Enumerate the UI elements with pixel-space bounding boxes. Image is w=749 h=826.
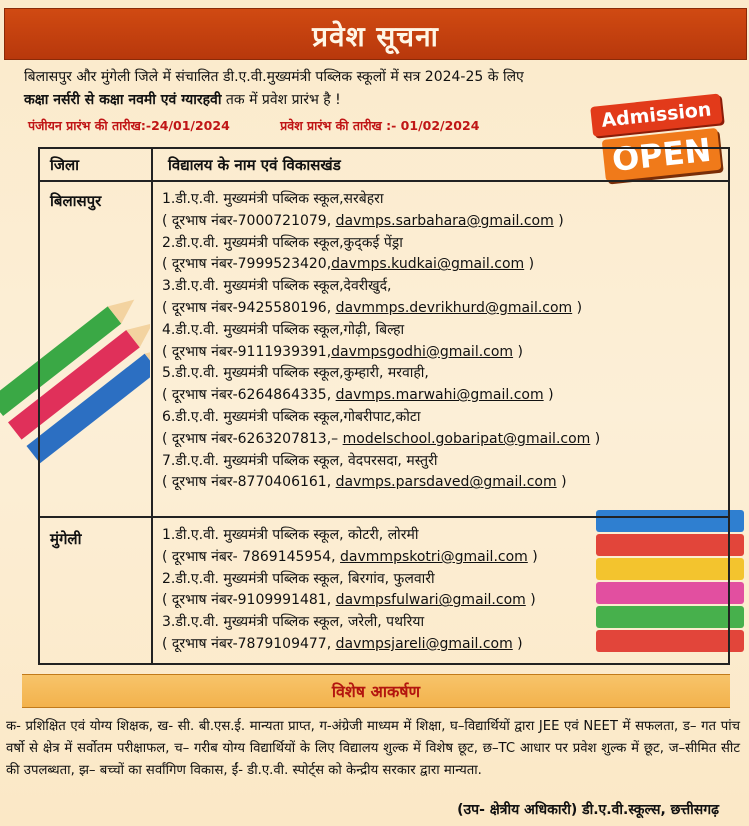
school-name: 3.डी.ए.वी. मुख्यमंत्री पब्लिक स्कूल,देवरीखुर्द,: [162, 278, 392, 295]
school-contact: [162, 429, 600, 451]
intro-classes: कक्षा नर्सरी से कक्षा नवमी एवं ग्यारहवी: [24, 92, 222, 108]
school-name: 6.डी.ए.वी. मुख्यमंत्री पब्लिक स्कूल,गोबरीपाट,कोटा: [162, 408, 421, 425]
school-contact: [162, 211, 600, 233]
column-divider: [151, 149, 153, 663]
school-contact-close: ): [512, 635, 523, 652]
school-phone: ( दूरभाष नंबर-6264864335,: [162, 387, 336, 404]
school-name: 1.डी.ए.वी. मुख्यमंत्री पब्लिक स्कूल,सरबेहरा: [162, 191, 384, 207]
school-contact-close: ): [556, 474, 567, 491]
school-phone: ( दूरभाष नंबर-7000721079,: [162, 212, 336, 229]
registration-date: पंजीयन प्रारंभ की तारीख:-24/01/2024: [28, 118, 230, 133]
dates-row: [28, 117, 618, 134]
header-district: जिला: [50, 156, 80, 174]
schools-table: [38, 147, 730, 665]
school-name: 2.डी.ए.वी. मुख्यमंत्री पब्लिक स्कूल,कुद्कई पेंड्रा: [162, 234, 403, 251]
attractions-banner: [22, 674, 730, 708]
school-email-link[interactable]: modelschool.gobaripat@gmail.com: [342, 430, 591, 447]
school-email-link[interactable]: davmpsfulwari@gmail.com: [335, 592, 526, 609]
header-schools: विद्यालय के नाम एवं विकासखंड: [168, 156, 341, 174]
intro-line-1: बिलासपुर और मुंगेली जिले में संचालित डी.ए.वी.मुख्यमंत्री पब्लिक स्कूलों में सत्र 2024-25 के लिए: [24, 69, 524, 85]
school-contact: [162, 590, 538, 612]
school-phone: ( दूरभाष नंबर-8770406161,: [162, 474, 336, 491]
page-title: प्रवेश सूचना: [312, 20, 439, 53]
school-phone: ( दूरभाष नंबर-9425580196,: [162, 299, 336, 316]
school-contact: [162, 254, 600, 276]
district-bilaspur: बिलासपुर: [50, 192, 102, 210]
school-email-link[interactable]: davmps.sarbahara@gmail.com: [335, 212, 554, 229]
school-name: 1.डी.ए.वी. मुख्यमंत्री पब्लिक स्कूल, कोटरी, लोरमी: [162, 527, 419, 543]
school-email-link[interactable]: davmpsgodhi@gmail.com: [331, 343, 514, 360]
school-phone: ( दूरभाष नंबर-6263207813,–: [162, 430, 343, 447]
row-divider: [40, 516, 728, 518]
school-email-link[interactable]: davmps.kudkai@gmail.com: [331, 256, 525, 273]
school-contact-close: ): [553, 212, 564, 229]
admission-date: प्रवेश प्रारंभ की तारीख :- 01/02/2024: [280, 118, 480, 133]
school-phone: ( दूरभाष नंबर-7999523420,: [162, 256, 332, 273]
attractions-text: क- प्रशिक्षित एवं योग्य शिक्षक, ख- सी. बी.एस.ई. मान्यता प्राप्त, ग-अंग्रेजी माध्यम में शिक्षा, घ–विद्यार्थियों द्वारा JEE एवं NEET में सफलता, ड– गत पांच वर्षो से क्षेत्र में सर्वोतम परीक्षाफल, च– गरीब योग्य विद्यार्थियों के लिए विद्यालय शुल्क में विशेष छूट, छ–TC आधार पर प्रवेश शुल्क में छूट, ज–सीमित सीट की उपलब्धता, झ– बच्चों का सर्वांगिण विकास, ईं- डी.ए.वी. स्पोर्ट्स को केन्द्रीय सरकार द्वारा मान्यता.: [6, 719, 740, 778]
school-email-link[interactable]: davmmps.devrikhurd@gmail.com: [335, 299, 573, 316]
district-mungeli: मुंगेली: [50, 530, 82, 548]
badge-admission-label: Admission: [590, 93, 722, 136]
school-email-link[interactable]: davmmpskotri@gmail.com: [340, 548, 528, 565]
school-name: 5.डी.ए.वी. मुख्यमंत्री पब्लिक स्कूल,कुम्हारी, मरवाही,: [162, 365, 429, 382]
school-phone: ( दूरभाष नंबर-9109991481,: [162, 592, 336, 609]
school-contact: [162, 385, 600, 407]
school-contact: [162, 634, 538, 656]
school-phone: ( दूरभाष नंबर- 7869145954,: [162, 548, 341, 565]
school-contact-close: ): [543, 387, 554, 404]
table-header-row: [40, 149, 728, 182]
school-name: 3.डी.ए.वी. मुख्यमंत्री पब्लिक स्कूल, जरेली, पथरिया: [162, 614, 425, 631]
title-banner: [4, 8, 747, 60]
school-contact: [162, 547, 538, 569]
school-phone: ( दूरभाष नंबर-7879109477,: [162, 635, 336, 652]
attractions-title: विशेष आकर्षण: [331, 682, 421, 701]
school-contact: [162, 298, 600, 320]
school-contact-close: ): [524, 256, 535, 273]
school-contact-close: ): [590, 430, 601, 447]
school-email-link[interactable]: davmps.parsdaved@gmail.com: [335, 474, 557, 491]
school-contact-close: ): [513, 343, 523, 360]
school-contact-close: ): [572, 299, 583, 316]
intro-line-2-rest: तक में प्रवेश प्रारंभ है !: [221, 92, 341, 108]
school-phone: ( दूरभाष नंबर-9111939391,: [162, 343, 332, 360]
schools-mungeli: [162, 525, 538, 656]
school-contact: [162, 342, 600, 364]
footer-signature: (उप- क्षेत्रीय अधिकारी) डी.ए.वी.स्कूल्स, छत्तीसगढ़: [457, 802, 719, 818]
school-email-link[interactable]: davmps.marwahi@gmail.com: [335, 387, 544, 404]
school-contact-close: ): [525, 592, 536, 609]
school-contact: [162, 472, 600, 494]
school-name: 2.डी.ए.वी. मुख्यमंत्री पब्लिक स्कूल, बिरगांव, फुलवारी: [162, 570, 435, 587]
schools-bilaspur: [162, 189, 600, 494]
school-name: 4.डी.ए.वी. मुख्यमंत्री पब्लिक स्कूल,गोढ़ी, बिल्हा: [162, 321, 405, 338]
school-name: 7.डी.ए.वी. मुख्यमंत्री पब्लिक स्कूल, वेदपरसदा, मस्तुरी: [162, 452, 438, 469]
school-contact-close: ): [527, 548, 538, 565]
school-email-link[interactable]: davmpsjareli@gmail.com: [335, 635, 513, 652]
badge-open-label: OPEN: [602, 128, 722, 182]
